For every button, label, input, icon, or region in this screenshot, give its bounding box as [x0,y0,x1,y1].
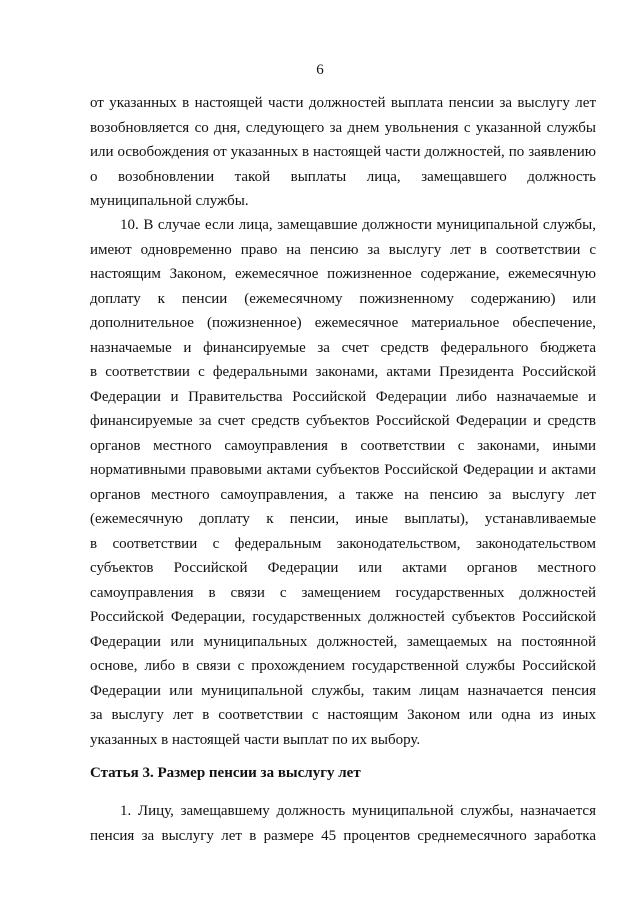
text-line: указанных в настоящей части выплат по их выбору. [90,731,421,748]
text-line: назначаемые и финансируемые за счет средств федерального бюджета [90,339,596,356]
text-line: муниципальной службы. [90,193,249,209]
text-line: субъектов Российской Федерации или актами органов местного [90,560,596,576]
paragraph-article-3-clause-1 [90,799,596,848]
text-line: о возобновлении такой выплаты лица, замещавшего должность [90,168,596,185]
text-line: (ежемесячную доплату к пенсии, иные выплаты), устанавливаемые [90,511,596,527]
text-line: 10. В случае если лица, замещавшие должности муниципальной службы, [120,217,596,233]
text-line: настоящим Законом, ежемесячное пожизненное содержание, ежемесячную [90,266,596,282]
paragraph-continuation [90,91,596,214]
text-line: дополнительное (пожизненное) ежемесячное материальное обеспечение, [90,315,596,331]
page-number: 6 [316,62,324,78]
text-line: Российской Федерации, государственных должностей субъектов Российской [90,609,596,625]
text-line: нормативными правовыми актами субъектов Российской Федерации и актами [90,462,596,478]
text-line: Федерации или муниципальной службы, таким лицам назначается пенсия [90,682,596,699]
text-line: от указанных в настоящей части должностей выплата пенсии за выслугу лет [90,95,596,111]
text-line: 1. Лицу, замещавшему должность муниципальной службы, назначается [120,803,596,819]
text-line: в соответствии с федеральным законодательством, законодательством [90,535,596,552]
text-line: или освобождения от указанных в настоящей части должностей, по заявлению [90,144,596,160]
text-line: органов местного самоуправления в соответствии с законами, иными [90,437,596,454]
article-heading: Статья 3. Размер пенсии за выслугу лет [90,765,361,781]
text-line: самоуправления в связи с замещением государственных должностей [90,584,596,601]
text-line: имеют одновременно право на пенсию за выслугу лет в соответствии с [90,241,596,258]
text-line: возобновляется со дня, следующего за днем увольнения с указанной службы [90,119,596,136]
text-line: доплату к пенсии (ежемесячному пожизненному содержанию) или [90,290,596,307]
text-line: в соответствии с федеральными законами, актами Президента Российской [90,364,596,380]
text-line: Федерации или муниципальных должностей, замещаемых на постоянной [90,633,596,650]
text-line: пенсия за выслугу лет в размере 45 процентов среднемесячного заработка [90,827,596,844]
text-line: за выслугу лет в соответствии с настоящим Законом или одна из иных [90,707,596,723]
text-line: Федерации и Правительства Российской Федерации либо назначаемые и [90,388,596,405]
text-line: финансируемые за счет средств субъектов Российской Федерации и средств [90,413,596,429]
text-line: органов местного самоуправления, а также на пенсию за выслугу лет [90,486,596,503]
text-line: основе, либо в связи с прохождением государственной службы Российской [90,658,596,674]
paragraph-clause-10 [90,213,596,752]
